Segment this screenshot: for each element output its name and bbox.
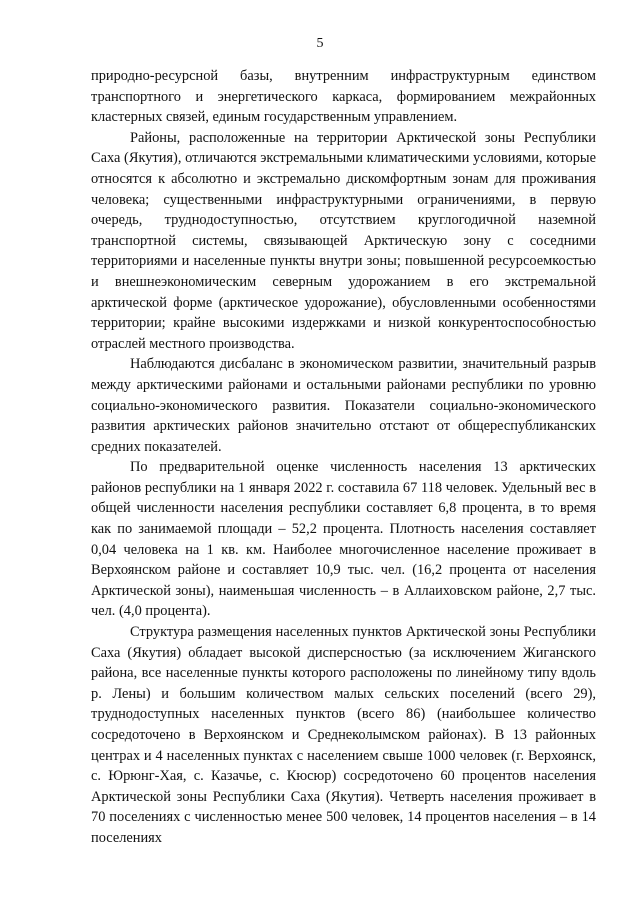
paragraph-arctic-districts-conditions: Районы, расположенные на территории Арктической зоны Республики Саха (Якутия), отличаются экстремальными климатическими условиями, которые относятся к абсолютно и экстремально дискомфортным зонам для проживания человека; существенными инфраструктурными ограничениями, в первую очередь, труднодоступностью, отсутствием круглогодичной наземной транспортной системы, связывающей Арктическую зону с соседними территориями и населенные пункты внутри зоны; повышенной ресурсоемкостью и внешнеэкономическим северным удорожанием в его экстремальной арктической форме (арктическое удорожание), обусловленными особенностями территории; крайне высокими издержками и низкой конкурентоспособностью отраслей местного производства. — [91, 129, 596, 352]
page-number: 5 — [316, 36, 324, 51]
paragraph-continuation: природно-ресурсной базы, внутренним инфраструктурным единством транспортного и энергетического каркаса, формированием межрайонных кластерных связей, единым государственным управлением. — [91, 68, 596, 126]
paragraph-economic-imbalance: Наблюдаются дисбаланс в экономическом развитии, значительный разрыв между арктическими районами и остальными районами республики по уровню социально-экономического развития. Показатели социально-экономического развития арктических районов значительно отстают от общереспубликанских средних показателей. — [91, 356, 596, 455]
paragraph-population-estimate: По предварительной оценке численность населения 13 арктических районов республики на 1 января 2022 г. составила 67 118 человек. Удельный вес в общей численности населения республики составляет 6,8 процента, в то время как по занимаемой площади – 52,2 процента. Плотность населения составляет 0,04 человека на 1 кв. км. Наиболее многочисленное население проживает в Верхоянском районе и составляет 10,9 тыс. чел. (16,2 процента от населения Арктической зоны), наименьшая численность – в Аллаиховском районе, 2,7 тыс. чел. (4,0 процента). — [91, 459, 596, 620]
paragraph-settlement-structure: Структура размещения населенных пунктов Арктической зоны Республики Саха (Якутия) обладает высокой дисперсностью (за исключением Жиганского района, все населенные пункты которого расположены по линейному типу вдоль р. Лены) и большим количеством малых сельских поселений (всего 29), труднодоступных населенных пунктов (всего 86) (наибольшее количество сосредоточено в Верхоянском и Среднеколымском районах). В 13 районных центрах и 4 населенных пунктах с населением свыше 1000 человек (г. Верхоянск, с. Юрюнг-Хая, с. Казачье, с. Кюсюр) сосредоточено 60 процентов населения Арктической зоны Республики Саха (Якутия). Четверть населения проживает в 70 поселениях с численностью менее 500 человек, 14 процентов населения – в 14 поселениях — [91, 624, 596, 846]
document-body — [91, 66, 596, 849]
